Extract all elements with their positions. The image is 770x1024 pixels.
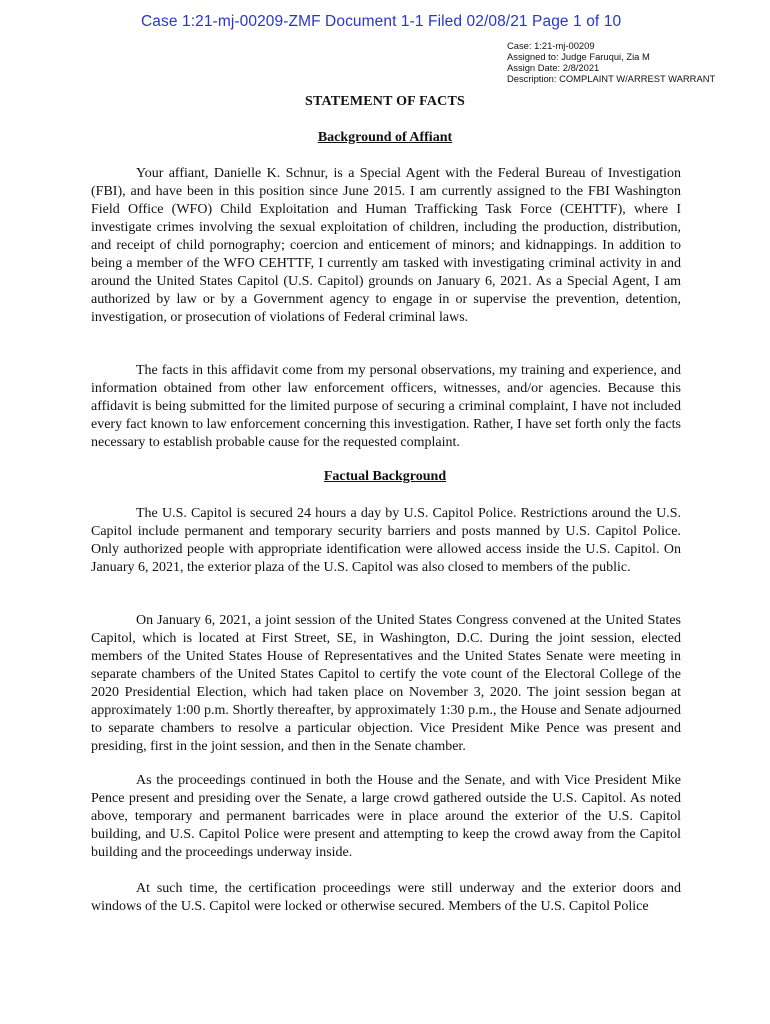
paragraph-joint-session: On January 6, 2021, a joint session of the United States Congress convened at the United States Capitol, which is located at First Street, SE, in Washington, D.C. During the joint session, elected members of the United States House of Representatives and the United States Senate were meeting in separate chambers of the United States Capitol to certify the vote count of the Electoral College of the 2020 Presidential Election, which had taken place on November 3, 2020. The joint session began at approximately 1:00 p.m. Shortly thereafter, by approximately 1:30 p.m., the House and Senate adjourned to separate chambers to resolve a particular objection. Vice President Mike Pence was present and presiding, first in the joint session, and then in the Senate chamber. <box>91 613 681 754</box>
case-number: Case: 1:21-mj-00209 <box>507 40 595 51</box>
section-heading-background: Background of Affiant <box>317 130 453 145</box>
case-description: Description: COMPLAINT W/ARREST WARRANT <box>507 73 716 84</box>
section-heading-factual: Factual Background <box>323 469 447 484</box>
assigned-judge: Assigned to: Judge Faruqui, Zia M <box>507 51 650 62</box>
case-info-block <box>507 40 715 84</box>
paragraph-certification: At such time, the certification proceedings were still underway and the exterior doors and windows of the U.S. Capitol were locked or otherwise secured. Members of the U.S. Capitol Police <box>91 881 681 914</box>
paragraph-crowd: As the proceedings continued in both the House and the Senate, and with Vice President Mike Pence present and presiding over the Senate, a large crowd gathered outside the U.S. Capitol. As noted above, temporary and permanent barricades were in place around the exterior of the U.S. Capitol building, and U.S. Capitol Police were present and attempting to keep the crowd away from the Capitol building and the proceedings underway inside. <box>91 773 681 860</box>
paragraph-capitol-security: The U.S. Capitol is secured 24 hours a day by U.S. Capitol Police. Restrictions around the U.S. Capitol include permanent and temporary security barriers and posts manned by U.S. Capitol Police. Only authorized people with appropriate identification were allowed access inside the U.S. Capitol. On January 6, 2021, the exterior plaza of the U.S. Capitol was also closed to members of the public. <box>91 506 681 575</box>
paragraph-facts-source: The facts in this affidavit come from my personal observations, my training and experience, and information obtained from other law enforcement officers, witnesses, and/or agencies. Because this affidavit is being submitted for the limited purpose of securing a criminal complaint, I have not included every fact known to law enforcement concerning this investigation. Rather, I have set forth only the facts necessary to establish probable cause for the requested complaint. <box>91 363 681 450</box>
filing-stamp: Case 1:21-mj-00209-ZMF Document 1-1 Filed 02/08/21 Page 1 of 10 <box>141 13 622 30</box>
document-title: STATEMENT OF FACTS <box>305 94 465 109</box>
paragraph-affiant: Your affiant, Danielle K. Schnur, is a Special Agent with the Federal Bureau of Investigation (FBI), and have been in this position since June 2015. I am currently assigned to the FBI Washington Field Office (WFO) Child Exploitation and Human Trafficking Task Force (CEHTTF), where I investigate crimes involving the sexual exploitation of children, including the production, distribution, and receipt of child pornography; coercion and enticement of minors; and kidnappings. In addition to being a member of the WFO CEHTTF, I currently am tasked with investigating criminal activity in and around the United States Capitol (U.S. Capitol) grounds on January 6, 2021. As a Special Agent, I am authorized by law or by a Government agency to engage in or supervise the prevention, detention, investigation, or prosecution of violations of Federal criminal laws. <box>91 166 681 325</box>
assign-date: Assign Date: 2/8/2021 <box>507 62 600 73</box>
